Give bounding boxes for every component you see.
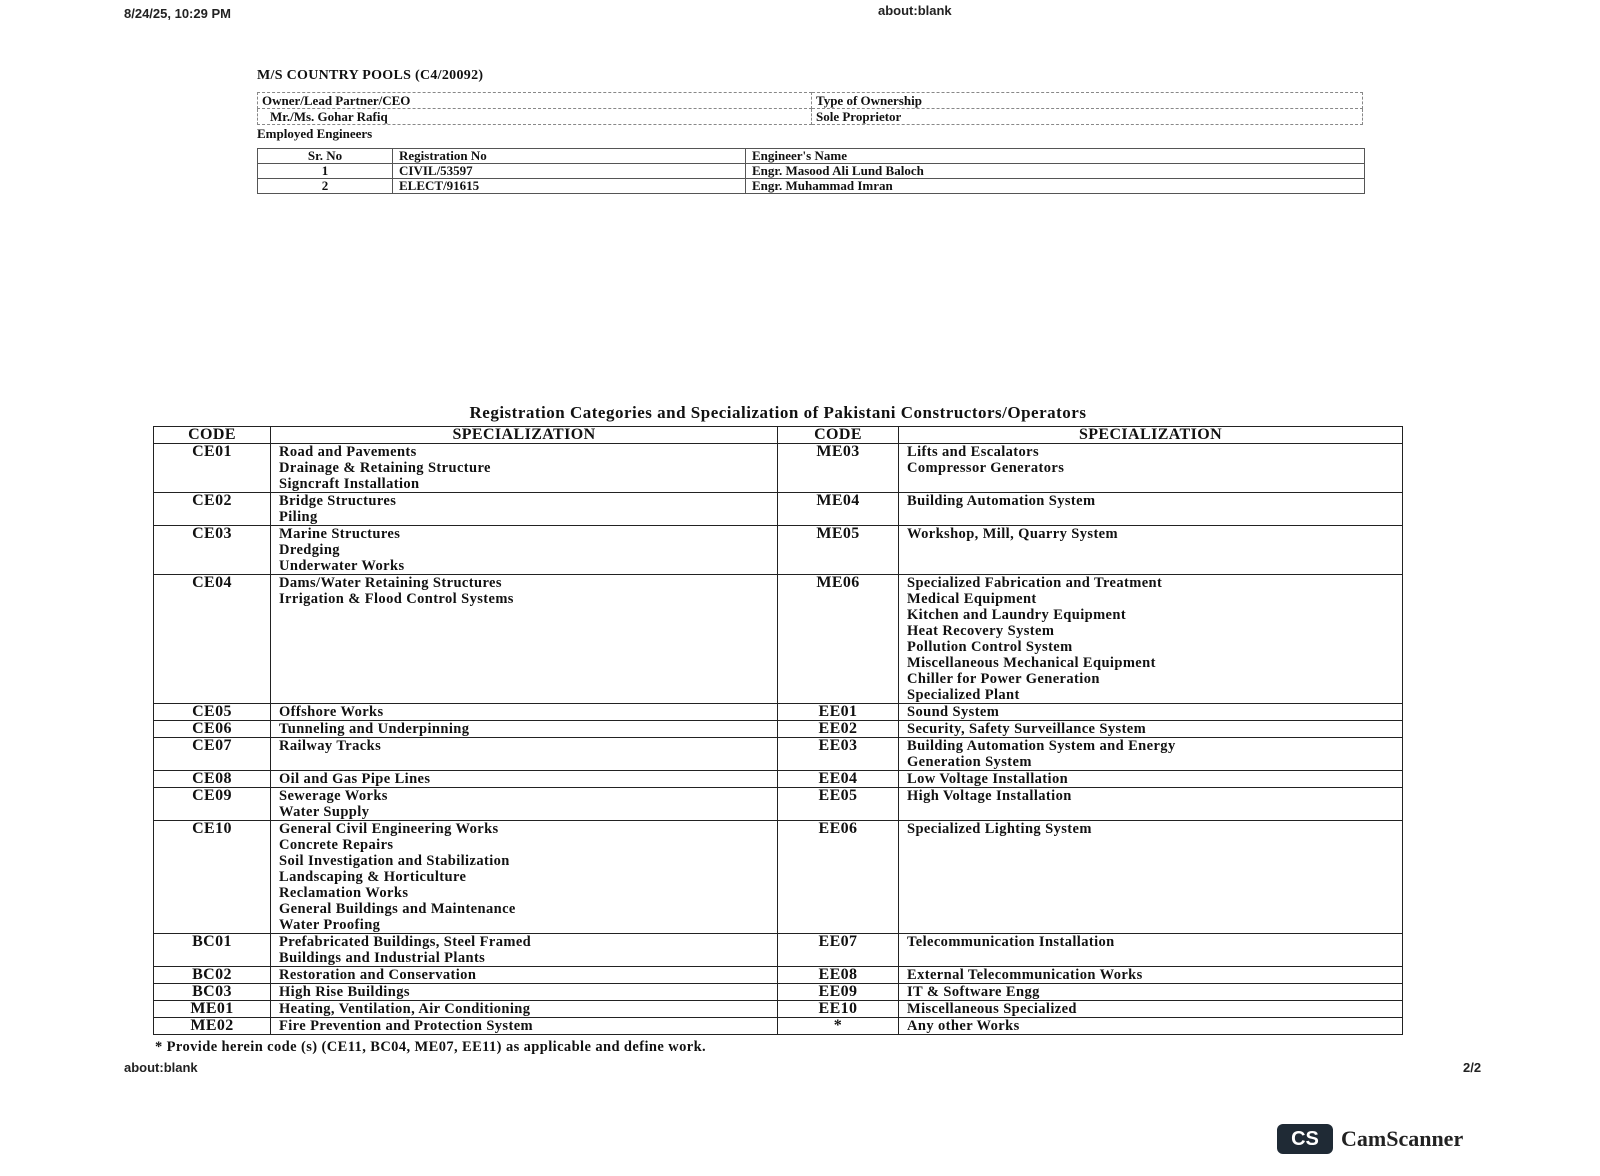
specialization-cell [271, 493, 778, 526]
specialization-item: Heating, Ventilation, Air Conditioning [279, 1001, 531, 1017]
category-code: ME01 [154, 1001, 271, 1018]
print-datetime: 8/24/25, 10:29 PM [124, 6, 231, 21]
specialization-cell [271, 1001, 778, 1018]
specialization-item: Miscellaneous Mechanical Equipment [907, 655, 1156, 671]
print-url: about:blank [878, 3, 952, 18]
engineers-table [257, 148, 1365, 194]
table-row [154, 575, 1403, 704]
specialization-cell [271, 575, 778, 704]
page-number: 2/2 [1463, 1060, 1482, 1075]
specialization-cell [271, 1018, 778, 1035]
category-code: EE06 [778, 821, 899, 934]
specialization-item: Specialized Plant [907, 687, 1020, 703]
ownership-table [257, 92, 1363, 125]
employed-engineers-label: Employed Engineers [257, 126, 373, 141]
specialization-item: Building Automation System and Energy [907, 738, 1176, 754]
specialization-cell [271, 526, 778, 575]
category-code: ME05 [778, 526, 899, 575]
table-row [258, 179, 1365, 194]
ownership-type-label: Type of Ownership [812, 93, 1363, 109]
table-row [154, 934, 1403, 967]
category-code: CE01 [154, 444, 271, 493]
registration-no: CIVIL/53597 [393, 164, 746, 179]
category-code: CE08 [154, 771, 271, 788]
specialization-item: Sound System [907, 704, 1000, 720]
specialization-item: Medical Equipment [907, 591, 1037, 607]
specialization-item: Landscaping & Horticulture [279, 869, 467, 885]
specialization-cell [899, 984, 1403, 1001]
categories-table [153, 426, 1403, 1035]
category-code: CE05 [154, 704, 271, 721]
specialization-cell [271, 967, 778, 984]
specialization-item: Dredging [279, 542, 340, 558]
specialization-cell [271, 738, 778, 771]
table-row [154, 967, 1403, 984]
table-row [154, 1018, 1403, 1035]
specialization-item: Concrete Repairs [279, 837, 394, 853]
category-code: EE01 [778, 704, 899, 721]
specialization-cell [899, 721, 1403, 738]
specialization-item: Restoration and Conservation [279, 967, 477, 983]
table-row [258, 164, 1365, 179]
ownership-type-value: Sole Proprietor [812, 109, 1363, 125]
specialization-item: Signcraft Installation [279, 476, 420, 492]
category-code: CE03 [154, 526, 271, 575]
specialization-item: Buildings and Industrial Plants [279, 950, 486, 966]
specialization-item: Piling [279, 509, 318, 525]
specialization-cell [899, 738, 1403, 771]
col-header-specialization: SPECIALIZATION [271, 427, 778, 444]
specialization-item: Drainage & Retaining Structure [279, 460, 491, 476]
specialization-item: Compressor Generators [907, 460, 1065, 476]
specialization-item: Offshore Works [279, 704, 384, 720]
specialization-item: Heat Recovery System [907, 623, 1055, 639]
specialization-item: Any other Works [907, 1018, 1020, 1034]
specialization-item: Water Supply [279, 804, 370, 820]
specialization-item: Irrigation & Flood Control Systems [279, 591, 514, 607]
specialization-item: Marine Structures [279, 526, 401, 542]
table-row [154, 788, 1403, 821]
specialization-item: Generation System [907, 754, 1032, 770]
category-code: EE08 [778, 967, 899, 984]
category-code: EE10 [778, 1001, 899, 1018]
category-code: CE09 [154, 788, 271, 821]
categories-title: Registration Categories and Specialization of Pakistani Constructors/Operators [469, 403, 1087, 422]
category-code: BC03 [154, 984, 271, 1001]
specialization-item: Sewerage Works [279, 788, 388, 804]
specialization-cell [899, 575, 1403, 704]
engineer-name: Engr. Muhammad Imran [746, 179, 1365, 194]
specialization-cell [899, 771, 1403, 788]
specialization-item: Soil Investigation and Stabilization [279, 853, 510, 869]
print-footer [124, 1060, 1490, 1078]
specialization-item: Bridge Structures [279, 493, 397, 509]
specialization-cell [271, 984, 778, 1001]
specialization-item: Kitchen and Laundry Equipment [907, 607, 1127, 623]
specialization-cell [899, 1001, 1403, 1018]
specialization-cell [271, 821, 778, 934]
specialization-item: Fire Prevention and Protection System [279, 1018, 534, 1034]
specialization-item: Telecommunication Installation [907, 934, 1115, 950]
specialization-item: Pollution Control System [907, 639, 1073, 655]
footer-url: about:blank [124, 1060, 198, 1075]
category-code: BC02 [154, 967, 271, 984]
table-row [154, 984, 1403, 1001]
category-code: EE07 [778, 934, 899, 967]
specialization-item: Underwater Works [279, 558, 405, 574]
specialization-cell [271, 721, 778, 738]
col-header-engineer-name: Engineer's Name [746, 149, 1365, 164]
specialization-cell [899, 821, 1403, 934]
specialization-item: Dams/Water Retaining Structures [279, 575, 502, 591]
category-code: ME02 [154, 1018, 271, 1035]
sr-no: 2 [258, 179, 393, 194]
specialization-cell [899, 493, 1403, 526]
category-code: CE04 [154, 575, 271, 704]
specialization-item: General Buildings and Maintenance [279, 901, 516, 917]
category-code: EE04 [778, 771, 899, 788]
specialization-item: Specialized Fabrication and Treatment [907, 575, 1163, 591]
specialization-cell [271, 788, 778, 821]
specialization-item: Tunneling and Underpinning [279, 721, 470, 737]
footnote: * Provide herein code (s) (CE11, BC04, ME07, EE11) as applicable and define work. [155, 1039, 707, 1055]
specialization-cell [271, 704, 778, 721]
firm-name: M/S COUNTRY POOLS (C4/20092) [257, 68, 484, 83]
category-code: ME06 [778, 575, 899, 704]
specialization-item: IT & Software Engg [907, 984, 1040, 1000]
category-code: EE02 [778, 721, 899, 738]
category-code: * [778, 1018, 899, 1035]
table-row [154, 1001, 1403, 1018]
table-row [154, 493, 1403, 526]
col-header-code: CODE [778, 427, 899, 444]
specialization-cell [899, 788, 1403, 821]
category-code: BC01 [154, 934, 271, 967]
table-row [154, 526, 1403, 575]
category-code: CE02 [154, 493, 271, 526]
specialization-item: Chiller for Power Generation [907, 671, 1100, 687]
specialization-item: Low Voltage Installation [907, 771, 1069, 787]
registration-no: ELECT/91615 [393, 179, 746, 194]
category-code: CE06 [154, 721, 271, 738]
owner-label: Owner/Lead Partner/CEO [258, 93, 812, 109]
table-row [154, 721, 1403, 738]
specialization-item: Specialized Lighting System [907, 821, 1092, 837]
col-header-registration-no: Registration No [393, 149, 746, 164]
category-code: EE05 [778, 788, 899, 821]
specialization-item: High Rise Buildings [279, 984, 410, 1000]
col-header-sr-no: Sr. No [258, 149, 393, 164]
camscanner-brand: CamScanner [1341, 1126, 1464, 1151]
specialization-item: Workshop, Mill, Quarry System [907, 526, 1118, 542]
specialization-cell [271, 771, 778, 788]
specialization-item: Water Proofing [279, 917, 381, 933]
table-row [154, 771, 1403, 788]
specialization-cell [899, 704, 1403, 721]
camscanner-logo-icon: CS [1277, 1124, 1333, 1154]
category-code: ME04 [778, 493, 899, 526]
camscanner-watermark [1277, 1124, 1463, 1154]
categories-section [124, 402, 1490, 1078]
specialization-item: Security, Safety Surveillance System [907, 721, 1147, 737]
category-code: CE10 [154, 821, 271, 934]
specialization-cell [271, 444, 778, 493]
table-row [154, 444, 1403, 493]
col-header-specialization: SPECIALIZATION [899, 427, 1403, 444]
specialization-cell [899, 526, 1403, 575]
specialization-item: Oil and Gas Pipe Lines [279, 771, 431, 787]
engineer-name: Engr. Masood Ali Lund Baloch [746, 164, 1365, 179]
specialization-item: Reclamation Works [279, 885, 409, 901]
specialization-cell [271, 934, 778, 967]
specialization-item: Railway Tracks [279, 738, 382, 754]
specialization-cell [899, 967, 1403, 984]
specialization-item: Prefabricated Buildings, Steel Framed [279, 934, 532, 950]
specialization-cell [899, 1018, 1403, 1035]
specialization-item: Lifts and Escalators [907, 444, 1040, 460]
specialization-cell [899, 444, 1403, 493]
table-row [154, 704, 1403, 721]
specialization-item: Building Automation System [907, 493, 1096, 509]
category-code: EE09 [778, 984, 899, 1001]
category-code: CE07 [154, 738, 271, 771]
specialization-cell [899, 934, 1403, 967]
sr-no: 1 [258, 164, 393, 179]
specialization-item: General Civil Engineering Works [279, 821, 499, 837]
category-code: EE03 [778, 738, 899, 771]
specialization-item: Miscellaneous Specialized [907, 1001, 1077, 1017]
specialization-item: High Voltage Installation [907, 788, 1072, 804]
category-code: ME03 [778, 444, 899, 493]
col-header-code: CODE [154, 427, 271, 444]
specialization-item: Road and Pavements [279, 444, 417, 460]
owner-value: Mr./Ms. Gohar Rafiq [258, 109, 812, 125]
table-row [154, 738, 1403, 771]
specialization-item: External Telecommunication Works [907, 967, 1143, 983]
table-row [154, 821, 1403, 934]
